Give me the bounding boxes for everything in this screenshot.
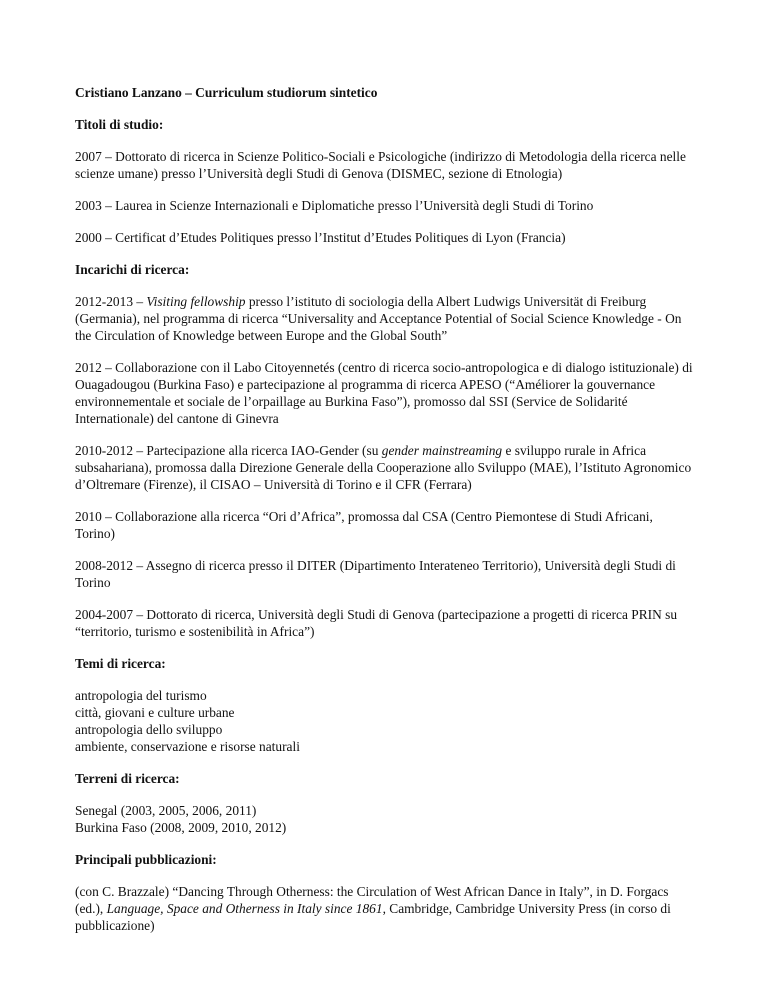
titoli-item: 2003 – Laurea in Scienze Internazionali e Diplomatiche presso l’Università degli Studi di Torino <box>75 198 594 213</box>
terreni-list <box>75 802 695 836</box>
incarichi-item: 2010 – Collaborazione alla ricerca “Ori d’Africa”, promossa dal CSA (Centro Piemontese di Studi Africani, Torino) <box>75 509 653 541</box>
temi-list <box>75 687 695 755</box>
emphasis-text: Language, Space and Otherness in Italy since 1861 <box>106 901 383 916</box>
section-heading-titoli: Titoli di studio: <box>75 117 164 132</box>
list-item: città, giovani e culture urbane <box>75 705 235 720</box>
list-item: Burkina Faso (2008, 2009, 2010, 2012) <box>75 820 287 835</box>
text-run: (con C. Brazzale) “Dancing Through Otherness: the Circulation of West African Dance in Italy”, in D. Forgacs (ed.), <box>75 884 669 916</box>
text-run: 2010-2012 – Partecipazione alla ricerca IAO-Gender (su <box>75 443 382 458</box>
incarichi-item <box>75 442 695 493</box>
emphasis-text: Visiting fellowship <box>146 294 246 309</box>
text-run: e sviluppo rurale in Africa subsahariana), promossa dalla Direzione Generale della Cooperazione allo Sviluppo (MAE), l’Istituto Agronomico d’Oltremare (Firenze), il CISAO – Università di Torino e il CFR (Ferrara) <box>75 443 692 492</box>
section-heading-temi: Temi di ricerca: <box>75 656 166 671</box>
text-run: 2012-2013 – <box>75 294 147 309</box>
incarichi-item <box>75 293 695 344</box>
list-item: Senegal (2003, 2005, 2006, 2011) <box>75 803 257 818</box>
incarichi-item: 2012 – Collaborazione con il Labo Citoyennetés (centro di ricerca socio-antropologica e di dialogo istituzionale) di Ouagadougou (Burkina Faso) e partecipazione al programma di ricerca APESO (“Améliorer la gouvernance environnementale et sociale de l’orpaillage au Burkina Faso”), promosso dal SSI (Service de Solidarité Internationale) del cantone di Ginevra <box>75 360 693 426</box>
section-heading-terreni: Terreni di ricerca: <box>75 771 180 786</box>
cv-document <box>75 84 695 949</box>
section-heading-pubblicazioni: Principali pubblicazioni: <box>75 852 217 867</box>
list-item: antropologia del turismo <box>75 688 207 703</box>
text-run: presso l’istituto di sociologia della Albert Ludwigs Universität di Freiburg (Germania), nel programma di ricerca “Universality and Acceptance Potential of Social Science Knowledge - On the Circulation of Knowledge between Europe and the Global South” <box>75 294 682 343</box>
incarichi-item: 2004-2007 – Dottorato di ricerca, Università degli Studi di Genova (partecipazione a progetti di ricerca PRIN su “territorio, turismo e sostenibilità in Africa”) <box>75 607 678 639</box>
section-heading-incarichi: Incarichi di ricerca: <box>75 262 190 277</box>
list-item: ambiente, conservazione e risorse naturali <box>75 739 300 754</box>
list-item: antropologia dello sviluppo <box>75 722 223 737</box>
emphasis-text: gender mainstreaming <box>381 443 503 458</box>
incarichi-item: 2008-2012 – Assegno di ricerca presso il DITER (Dipartimento Interateneo Territorio), Università degli Studi di Torino <box>75 558 676 590</box>
pubblicazioni-item <box>75 883 695 934</box>
text-run: , Cambridge, Cambridge University Press (in corso di pubblicazione) <box>75 901 671 933</box>
titoli-item: 2007 – Dottorato di ricerca in Scienze Politico-Sociali e Psicologiche (indirizzo di Metodologia della ricerca nelle scienze umane) presso l’Università degli Studi di Genova (DISMEC, sezione di Etnologia) <box>75 149 686 181</box>
document-title: Cristiano Lanzano – Curriculum studiorum sintetico <box>75 85 378 100</box>
titoli-item: 2000 – Certificat d’Etudes Politiques presso l’Institut d’Etudes Politiques di Lyon (Francia) <box>75 230 566 245</box>
